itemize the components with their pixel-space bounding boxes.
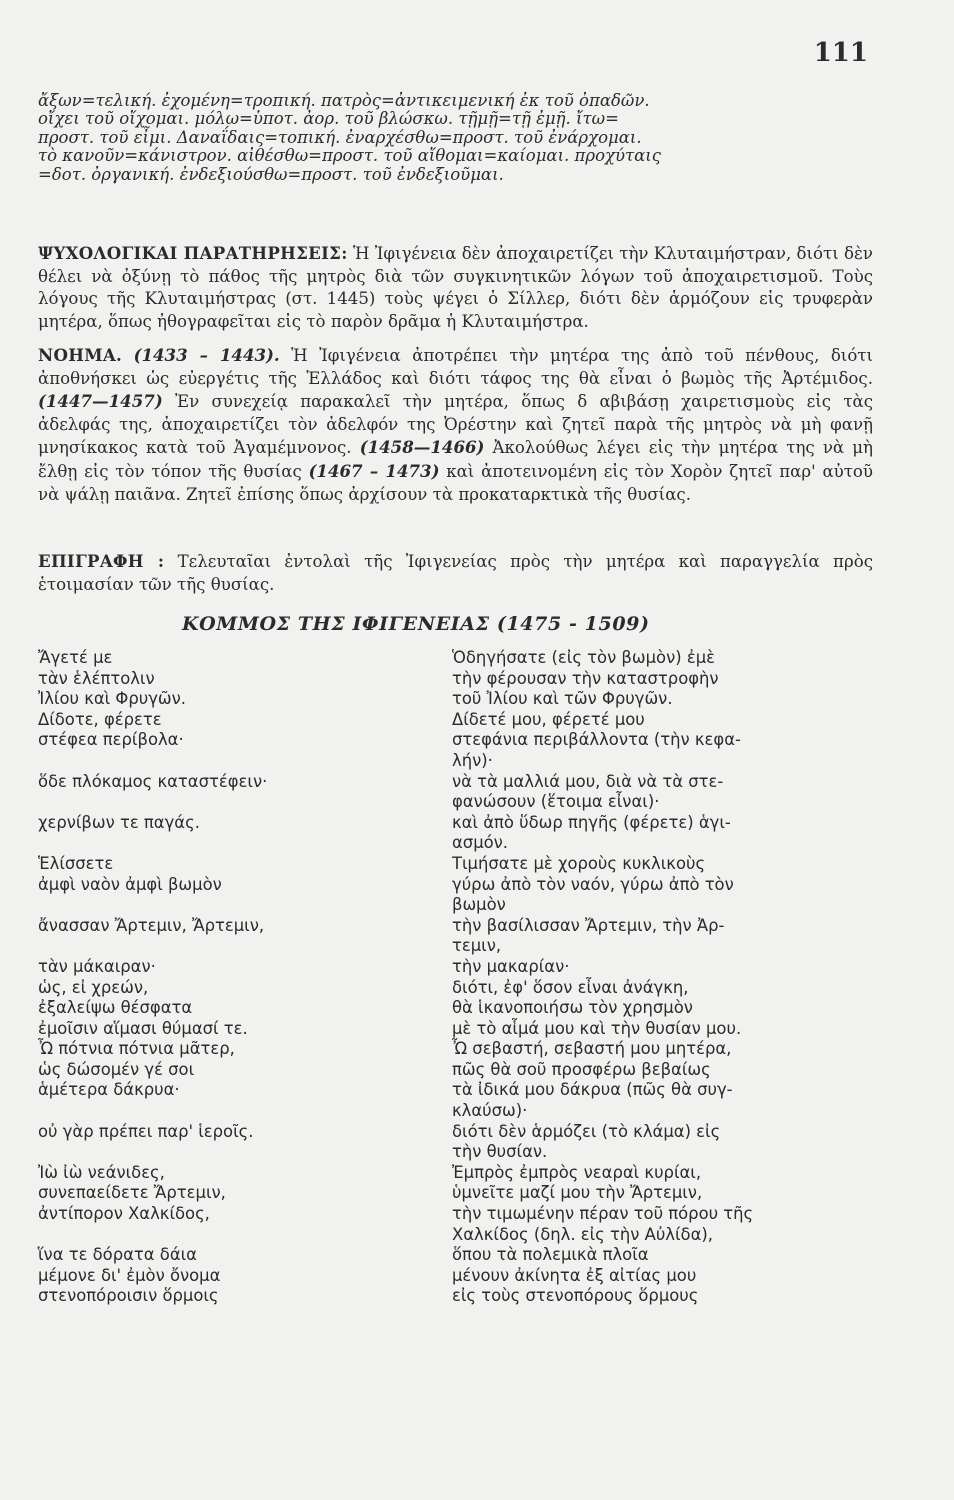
translation-line: τὴν μακαρίαν· bbox=[452, 956, 570, 976]
translation-line: μένουν ἀκίνητα ἐξ αἰτίας μου bbox=[452, 1265, 697, 1285]
verse-line: ἁμέτερα δάκρυα· bbox=[38, 1080, 180, 1100]
glossary-line: προστ. τοῦ εἶμι. Δαναΐδαις=τοπική. ἐναρχέσθω=προστ. τοῦ ἐνάρχομαι. bbox=[38, 127, 642, 147]
translation-line: τὴν θυσίαν. bbox=[452, 1142, 548, 1162]
glossary-notes bbox=[38, 92, 873, 184]
translation-line: Ὁδηγήσατε (εἰς τὸν βωμὸν) ἐμὲ bbox=[452, 648, 715, 667]
translation-line: τὴν βασίλισσαν Ἄρτεμιν, τὴν Ἀρ- bbox=[452, 915, 725, 935]
translation-column bbox=[452, 648, 876, 1307]
verse-line: συνεπαείδετε Ἄρτεμιν, bbox=[38, 1183, 226, 1203]
translation-line: ὑμνεῖτε μαζί μου τὴν Ἄρτεμιν, bbox=[452, 1183, 703, 1203]
verse-line: Ἑλίσσετε bbox=[38, 853, 114, 873]
verse-line bbox=[38, 792, 418, 813]
translation-line: εἰς τοὺς στενοπόρους ὅρμους bbox=[452, 1286, 699, 1306]
translation-line: τεμιν, bbox=[452, 936, 502, 956]
epigraph-section bbox=[38, 550, 873, 596]
translation-line: θὰ ἱκανοποιήσω τὸν χρησμὸν bbox=[452, 998, 693, 1018]
translation-line: Ὦ σεβαστή, σεβαστή μου μητέρα, bbox=[452, 1039, 732, 1059]
translation-line: Τιμήσατε μὲ χοροὺς κυκλικοὺς bbox=[452, 853, 706, 873]
translation-line: τοῦ Ἰλίου καὶ τῶν Φρυγῶν. bbox=[452, 689, 673, 709]
verse-line: ὡς δώσομέν γέ σοι bbox=[38, 1059, 195, 1079]
verse-ref: (1447—1457) bbox=[38, 391, 163, 412]
noima-text: καὶ ἀποτεινομένη εἰς τὸν Χορὸν ζητεῖ παρ' αὐτοῦ νὰ ψάλῃ παιᾶνα. Ζητεῖ ἐπίσης ὅπως ἀρχίσουν τὰ προκαταρκτικὰ τῆς θυσίας. bbox=[38, 461, 873, 504]
translation-line: λήν)· bbox=[452, 750, 493, 770]
translation-line: καὶ ἀπὸ ὕδωρ πηγῆς (φέρετε) ἁγι- bbox=[452, 812, 731, 832]
noima-text: Ἐν συνεχείᾳ παρακαλεῖ τὴν μητέρα, ὅπως δ αβιβάσῃ χαιρετισμοὺς εἰς τὰς ἀδελφάς της, ἀποχαιρετίζει τὸν ἀδελφόν της Ὀρέστην καὶ ζητεῖ παρὰ τῆς μητρὸς νὰ μὴ φανῇ μνησίκακος κατὰ τοῦ Ἀγαμέμνονος. bbox=[38, 392, 873, 458]
verse-line bbox=[38, 1142, 418, 1163]
translation-line: βωμὸν bbox=[452, 895, 506, 915]
translation-line: Χαλκίδος (δηλ. εἰς τὴν Αὐλίδα), bbox=[452, 1224, 713, 1244]
verse-line: ἵνα τε δόρατα δάια bbox=[38, 1245, 197, 1265]
translation-line: νὰ τὰ μαλλιά μου, διὰ νὰ τὰ στε- bbox=[452, 771, 724, 791]
translation-line: φανώσουν (ἕτοιμα εἶναι)· bbox=[452, 792, 660, 812]
psych-text: Ἡ Ἰφιγένεια δὲν ἀποχαιρετίζει τὴν Κλυταιμήστραν, διότι δὲν θέλει νὰ ὀξύνῃ τὸ πάθος τῆς μητρὸς διὰ τῶν συγκινητικῶν λόγων τοῦ ἀποχαιρετισμοῦ. Τοὺς λόγους τῆς Κλυταιμήστρας (στ. 1445) τοὺς ψέγει ὁ Σίλλερ, διότι δὲν ἁρμόζουν εἰς τρυφερὰν μητέρα, ὅπως ἠθογραφεῖται εἰς τὸ παρὸν δρᾶμα ἡ Κλυταιμήστρα. bbox=[38, 244, 873, 331]
meaning-section bbox=[38, 344, 873, 506]
verse-line: στενοπόροισιν ὅρμοις bbox=[38, 1286, 219, 1306]
psych-heading: ΨΥΧΟΛΟΓΙΚΑΙ ΠΑΡΑΤΗΡΗΣΕΙΣ: bbox=[38, 243, 348, 263]
verse-line: στέφεα περίβολα· bbox=[38, 730, 184, 750]
verse-line: Ἄγετέ με bbox=[38, 648, 113, 667]
verse-line: τὰν ἑλέπτολιν bbox=[38, 668, 155, 688]
noima-text: Ἀκολούθως λέγει εἰς τὴν μητέρα της νὰ μὴ ἔλθῃ εἰς τὸν τόπον τῆς θυσίας bbox=[38, 438, 873, 481]
translation-line: μὲ τὸ αἷμά μου καὶ τὴν θυσίαν μου. bbox=[452, 1018, 742, 1038]
translation-line: τὴν φέρουσαν τὴν καταστροφὴν bbox=[452, 668, 719, 688]
psychological-observations bbox=[38, 242, 873, 333]
translation-line: γύρω ἀπὸ τὸν ναόν, γύρω ἀπὸ τὸν bbox=[452, 874, 734, 894]
noima-text: Ἡ Ἰφιγένεια ἀποτρέπει τὴν μητέρα της ἀπὸ τοῦ πένθους, διότι ἀποθνήσκει ὡς εὐεργέτις τῆς Ἑλλάδος καὶ διότι τάφος της θὰ εἶναι ὁ βωμὸς τῆς Ἀρτέμιδος. bbox=[38, 346, 873, 388]
verse-line bbox=[38, 895, 418, 916]
verse-line: ἐμοῖσιν αἵμασι θύμασί τε. bbox=[38, 1018, 248, 1038]
verse-line bbox=[38, 751, 418, 772]
verse-ref: (1467 – 1473) bbox=[308, 460, 440, 481]
epigraphi-heading: ΕΠΙΓΡΑΦΗ : bbox=[38, 551, 165, 571]
glossary-line: τὸ κανοῦν=κάνιστρον. αἰθέσθω=προστ. τοῦ αἴθομαι=καίομαι. προχύταις bbox=[38, 146, 662, 166]
verse-line bbox=[38, 833, 418, 854]
glossary-line: οἴχει τοῦ οἴχομαι. μόλω=ὑποτ. ἀορ. τοῦ βλώσκω. τῇμῇ=τῇ ἐμῇ. ἴτω= bbox=[38, 109, 619, 129]
verse-line: ἀντίπορον Χαλκίδος, bbox=[38, 1204, 210, 1224]
epigraphi-paragraph bbox=[38, 550, 873, 596]
verse-line: Ὦ πότνια πότνια μᾶτερ, bbox=[38, 1039, 235, 1059]
translation-line: ασμόν. bbox=[452, 833, 509, 853]
translation-line: διότι δὲν ἁρμόζει (τὸ κλάμα) εἰς bbox=[452, 1121, 721, 1141]
translation-line: πῶς θὰ σοῦ προσφέρω βεβαίως bbox=[452, 1059, 711, 1079]
translation-line: τὰ ἰδικά μου δάκρυα (πῶς θὰ συγ- bbox=[452, 1080, 733, 1100]
translation-line: Δίδετέ μου, φέρετέ μου bbox=[452, 709, 645, 729]
verse-line: ἄνασσαν Ἄρτεμιν, Ἄρτεμιν, bbox=[38, 915, 265, 935]
verse-ref: (1433 – 1443). bbox=[133, 345, 280, 365]
verse-line bbox=[38, 1101, 418, 1122]
glossary-line: ἄξων=τελική. ἐχομένη=τροπική. πατρὸς=ἀντικειμενική ἐκ τοῦ ὀπαδῶν. bbox=[38, 91, 650, 110]
translation-line: διότι, ἐφ' ὅσον εἶναι ἀνάγκη, bbox=[452, 977, 689, 997]
verse-line: ἐξαλείψω θέσφατα bbox=[38, 998, 193, 1018]
translation-line: τὴν τιμωμένην πέραν τοῦ πόρου τῆς bbox=[452, 1204, 754, 1224]
verse-line: μέμονε δι' ἐμὸν ὄνομα bbox=[38, 1265, 221, 1285]
verse-line: Δίδοτε, φέρετε bbox=[38, 709, 162, 729]
verse-line: οὐ γὰρ πρέπει παρ' ἱεροῖς. bbox=[38, 1121, 254, 1141]
epigraphi-text: Τελευταῖαι ἐντολαὶ τῆς Ἰφιγενείας πρὸς τὴν μητέρα καὶ παραγγελία πρὸς ἑτοιμασίαν τῶν τῆς θυσίας. bbox=[38, 552, 874, 594]
psych-paragraph bbox=[38, 242, 873, 333]
verse-line: ὅδε πλόκαμος καταστέφειν· bbox=[38, 771, 268, 791]
verse-line bbox=[38, 936, 418, 957]
verse-line: τὰν μάκαιραν· bbox=[38, 956, 156, 976]
verse-line: χερνίβων τε παγάς. bbox=[38, 812, 200, 832]
glossary-line: =δοτ. ὀργανική. ἐνδεξιούσθω=προστ. τοῦ ἐνδεξιοῦμαι. bbox=[38, 164, 504, 184]
page-number: 111 bbox=[813, 38, 868, 68]
translation-line: Ἐμπρὸς ἐμπρὸς νεαραὶ κυρίαι, bbox=[452, 1162, 702, 1182]
translation-line: στεφάνια περιβάλλοντα (τὴν κεφα- bbox=[452, 730, 741, 750]
noima-paragraph bbox=[38, 344, 873, 506]
translation-line: ὅπου τὰ πολεμικὰ πλοῖα bbox=[452, 1245, 649, 1265]
verse-line: Ἰλίου καὶ Φρυγῶν. bbox=[38, 689, 186, 709]
original-text-column bbox=[38, 648, 418, 1307]
section-title: ΚΟΜΜΟΣ ΤΗΣ ΙΦΙΓΕΝΕΙΑΣ (1475 - 1509) bbox=[182, 613, 650, 635]
translation-line: κλαύσω)· bbox=[452, 1101, 528, 1121]
noima-heading: ΝΟΗΜΑ. bbox=[38, 345, 123, 365]
verse-line: Ἰὼ ἰὼ νεάνιδες, bbox=[38, 1162, 165, 1182]
verse-line: ἀμφὶ ναὸν ἀμφὶ βωμὸν bbox=[38, 874, 222, 894]
verse-ref: (1458—1466) bbox=[359, 437, 485, 458]
verse-line: ὡς, εἰ χρεών, bbox=[38, 977, 149, 997]
verse-line bbox=[38, 1225, 418, 1246]
